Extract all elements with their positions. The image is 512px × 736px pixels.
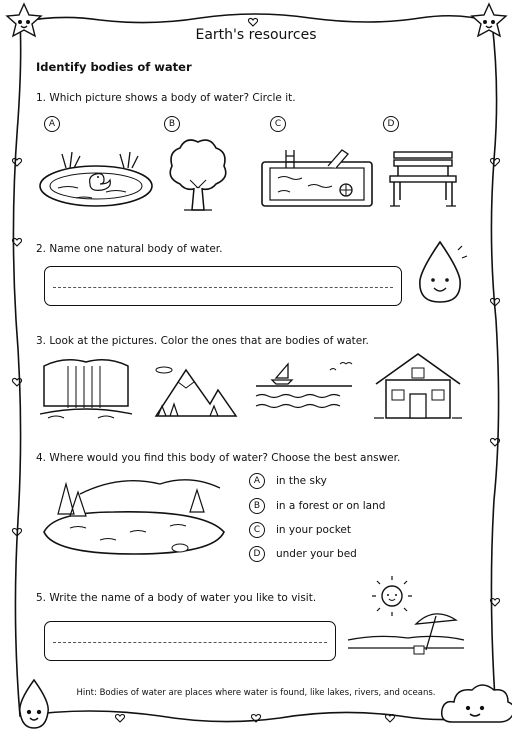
- q1-option-c-label[interactable]: C: [270, 116, 286, 132]
- q1-option-d-label[interactable]: D: [383, 116, 399, 132]
- q4-choice-a-bubble[interactable]: A: [249, 473, 265, 489]
- question-3-prompt: 3. Look at the pictures. Color the ones that are bodies of water.: [36, 335, 369, 347]
- q4-choice-d-text[interactable]: under your bed: [276, 548, 357, 560]
- question-5-prompt: 5. Write the name of a body of water you like to visit.: [36, 592, 317, 604]
- waterfall-icon[interactable]: [38, 356, 134, 422]
- q4-choice-b-text[interactable]: in a forest or on land: [276, 500, 386, 512]
- q4-choice-a-text[interactable]: in the sky: [276, 475, 327, 487]
- duck-pond-icon[interactable]: [36, 142, 156, 212]
- q2-answer-box[interactable]: [44, 266, 402, 306]
- page-title: Earth's resources: [195, 27, 317, 43]
- q5-answer-box[interactable]: [44, 621, 336, 661]
- park-bench-icon[interactable]: [386, 146, 460, 210]
- hint-text: Hint: Bodies of water are places where water is found, like lakes, rivers, and oceans.: [76, 688, 436, 698]
- question-1-prompt: 1. Which picture shows a body of water? Circle it.: [36, 92, 296, 104]
- q1-option-b-label[interactable]: B: [164, 116, 180, 132]
- sea-with-sailboat-icon[interactable]: [252, 356, 352, 416]
- swimming-pool-icon[interactable]: [258, 146, 378, 208]
- beach-scene-icon: [344, 576, 468, 662]
- house-icon[interactable]: [372, 350, 464, 422]
- q4-choice-c-text[interactable]: in your pocket: [276, 524, 352, 536]
- question-2-prompt: 2. Name one natural body of water.: [36, 243, 223, 255]
- q4-choice-b-bubble[interactable]: B: [249, 498, 265, 514]
- lake-landscape-icon: [40, 472, 230, 556]
- mountains-icon[interactable]: [152, 360, 238, 422]
- question-4-prompt: 4. Where would you find this body of water? Choose the best answer.: [36, 452, 401, 464]
- water-drop-mascot: [414, 238, 470, 308]
- q4-choice-d-bubble[interactable]: D: [249, 546, 265, 562]
- q4-choice-c-bubble[interactable]: C: [249, 522, 265, 538]
- section-heading: Identify bodies of water: [36, 60, 192, 74]
- tree-icon[interactable]: [166, 134, 230, 214]
- q1-option-a-label[interactable]: A: [44, 116, 60, 132]
